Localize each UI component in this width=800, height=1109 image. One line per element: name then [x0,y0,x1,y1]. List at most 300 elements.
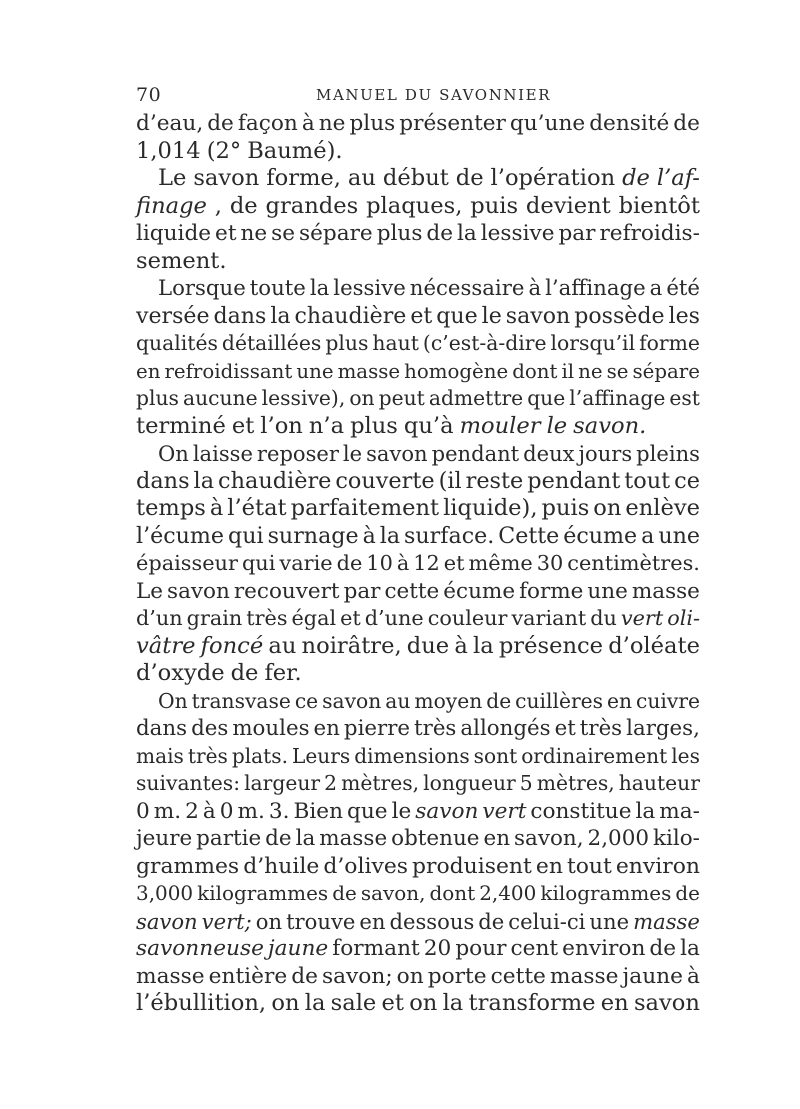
word: formant [332,936,420,961]
text-line [136,413,700,441]
text-line [136,110,700,138]
word: à [202,798,216,824]
word: ma- [659,798,700,824]
word: sépare [299,221,373,246]
word: d’huile [243,853,320,879]
word: savon [136,908,198,934]
word: trouve [286,908,356,934]
word: le [342,441,363,466]
word: épaisseur [136,551,238,575]
word: plus [136,386,179,410]
word: savon [505,303,571,329]
word: savon, [360,881,426,905]
text-line [136,468,700,496]
word: que [527,386,566,410]
text-line [136,660,700,688]
word: plats. [231,743,288,768]
word: l’écume [136,522,225,549]
word: porte [427,963,487,989]
word: puis [541,495,590,521]
word: début [382,165,449,191]
word: ce [294,688,319,713]
word: la [270,303,291,329]
word: dont [512,359,558,383]
word: finage [136,192,207,219]
word: et [443,551,465,575]
word: de [291,963,318,989]
word: environ [615,853,700,879]
page-header [136,84,700,110]
word: est [669,386,700,410]
word: à [528,276,542,301]
word: à [687,963,700,989]
word: cent [510,936,559,961]
word: 12 [413,551,440,575]
word: l’état [227,495,287,521]
word: dimensions [354,743,470,768]
word: nécessaire [409,276,525,301]
word: 1,014 [136,137,201,164]
word: à [396,551,410,575]
word: les [671,743,700,768]
word: liquide [136,221,212,246]
word: de [622,165,650,191]
word: dont [429,881,476,905]
page-number: 70 [136,84,162,106]
word: plus [350,412,398,439]
word: en [136,359,161,383]
word: plaques, [366,192,463,219]
word: ne [240,221,268,246]
word: au [347,165,376,191]
word: plus [349,111,396,136]
word: tout [624,467,671,494]
word: variant [511,606,587,630]
word: très [579,716,623,741]
word: en [313,716,340,741]
word: on [349,386,375,410]
word: d’oxyde [136,660,225,686]
word: la [680,936,700,961]
word: ordinairement [521,743,668,768]
word: d’oléate [608,632,700,659]
word: foncé [200,632,264,659]
word: oli- [667,606,700,630]
text-line [136,715,700,743]
word: recouvert [233,578,340,604]
word: l’affinage [545,276,646,301]
word: masse [136,963,205,989]
word: il [561,359,575,383]
word: suivantes: [136,771,241,795]
word: toute [249,276,306,301]
word: très [246,606,288,630]
word: enlève [625,495,700,521]
word: par [558,221,596,246]
text-line [136,303,700,331]
text-line [136,523,700,551]
word: masse [319,826,388,851]
text-line [136,440,700,468]
word: mètres, [341,771,420,795]
word: en [600,990,629,1016]
text-line [136,770,700,798]
text-line [136,248,700,276]
word: Leurs [292,743,351,768]
word: plus [376,221,423,246]
word: détaillées [221,331,322,355]
text-line [136,605,700,633]
word: Baumé). [247,137,343,164]
word: dans [213,303,267,329]
word: m. [237,798,265,824]
text-line [136,495,700,523]
word: de [230,660,259,686]
word: (2° [206,137,242,164]
word: homogène [404,359,509,383]
word: versée [136,303,210,329]
word: cette [384,578,440,604]
word: hauteur [618,771,700,795]
word: façon [237,111,298,136]
word: vert [620,606,664,630]
word: mètres, [536,771,615,795]
word: on [409,990,438,1016]
word: forme [639,331,700,355]
word: à [209,495,224,521]
word: que [436,303,478,329]
word: transvase [191,688,291,713]
word: On [158,441,189,466]
word: dessous [389,908,475,934]
word: en [607,688,633,713]
word: on [271,990,300,1016]
word: savon [366,441,428,466]
text-line [136,578,700,606]
body-text [136,110,700,1018]
word: mais [136,743,184,768]
word: couleur [427,606,508,630]
word: et [381,990,404,1016]
word: qui [228,522,264,549]
word: surface. [404,522,495,549]
word: qu’à [403,412,454,439]
word: 5 [519,771,533,795]
word: grammes [136,853,240,879]
word: On [158,688,188,713]
word: savon [193,165,260,191]
word: sale [330,990,377,1016]
text-line [136,908,700,936]
word: le [481,303,502,329]
word: laisse [192,441,253,466]
word: écume [563,522,638,549]
word: très [414,716,457,741]
word: tout [566,853,612,879]
word: pleins [636,441,700,466]
word: savon [322,688,382,713]
word: 3,000 [136,881,194,905]
word: très [187,743,228,768]
word: masse [633,908,700,934]
word: d’eau, [136,111,204,136]
word: de [426,221,453,246]
word: celui-ci [508,908,586,934]
word: une [587,578,628,604]
word: se [271,221,296,246]
word: kilo- [653,826,700,851]
word: 30 [536,551,564,575]
word: une [296,359,334,383]
word: qui [241,551,276,575]
word: longueur [423,771,516,795]
word: largeur [244,771,321,795]
word: de [332,881,357,905]
word: de [207,111,234,136]
word: en [483,826,511,851]
word: ne [578,359,603,383]
word: forme [519,578,584,604]
word: savon; [321,963,393,989]
word: parfaitement [290,495,440,521]
text-line [136,138,700,166]
word: Le [136,578,164,604]
word: 2 [324,771,338,795]
word: le [546,412,568,439]
word: dans [136,716,188,741]
word: et [340,606,361,630]
word: 2,400 [479,881,537,905]
word: qu’une [509,111,586,136]
word: ne [318,111,346,136]
word: chaudière [218,467,332,494]
word: pierre [343,716,411,741]
word: on [593,495,622,521]
word: de [336,551,363,575]
word: d’un [136,606,183,630]
word: que [347,798,388,824]
word: obtenue [391,826,480,851]
word: reposer [256,441,339,466]
word: 3. [268,798,290,824]
word: par [343,578,381,604]
word: 10 [366,551,393,575]
text-line [136,853,700,881]
word: la [442,990,464,1016]
word: et [410,303,433,329]
word: la [635,798,656,824]
word: l’ébullition, [136,990,267,1016]
word: masse [337,359,401,383]
word: de [675,881,700,905]
word: refroidissant [164,359,293,383]
word: en [535,853,563,879]
word: mouler [459,412,541,439]
word: refroidis- [599,221,700,246]
word: la [379,522,401,549]
word: allongés [460,716,551,741]
word: kilogrammes [540,881,672,905]
word: dans [136,467,190,494]
word: sépare [632,359,700,383]
text-line [136,358,700,386]
text-line [136,963,700,991]
word: forme, [266,165,341,191]
word: liquide), [443,495,538,521]
word: 2 [185,798,199,824]
word: de [486,688,512,713]
word: densité [589,111,670,136]
word: cuivre [636,688,700,713]
word: égal [291,606,337,630]
word: transforme [468,990,596,1016]
text-line [136,688,700,716]
word: noirâtre, [301,632,402,659]
word: savon [167,578,230,604]
word: admettre [428,386,524,410]
word: lessive), [261,386,346,410]
word: de [478,908,505,934]
word: la [295,826,316,851]
word: vâtre [136,632,196,659]
word: se [606,359,629,383]
word: des [191,716,229,741]
word: en [359,908,386,934]
word: savonneuse [136,936,264,961]
running-title: MANUEL DU SAVONNIER [316,86,552,104]
word: 20 [423,936,452,961]
text-line [136,880,700,908]
word: jaune [622,963,683,989]
word: , [214,192,222,219]
word: masse [549,963,619,989]
word: les [668,303,700,329]
word: larges, [626,716,700,741]
text-line [136,825,700,853]
word: de [673,111,700,136]
word: (c’est-à-dire [422,331,547,355]
word: de [265,826,292,851]
word: constitue [530,798,632,824]
word: l’on [260,412,303,439]
word: sement. [136,247,227,274]
word: lessive [333,276,406,301]
word: entière [208,963,288,989]
word: l’opération [490,165,616,191]
word: au [268,632,297,659]
word: la [456,221,477,246]
word: reste [465,467,524,494]
word: savon. [573,412,647,439]
word: de [649,936,677,961]
text-line [136,935,700,963]
word: varie [279,551,333,575]
word: terminé [136,412,226,439]
word: possède [574,303,665,329]
word: 2,000 [587,826,650,851]
text-line [136,275,700,303]
word: une [658,522,700,549]
word: pendant [431,441,520,466]
word: l’affinage [569,386,666,410]
word: savon [415,798,479,824]
word: Bien [293,798,344,824]
word: écume [443,578,516,604]
word: à [454,632,468,659]
word: aucune [182,386,258,410]
text-line [136,798,700,826]
word: peut [378,386,425,410]
word: vert; [201,908,252,934]
word: pendant [527,467,621,494]
word: on [255,908,283,934]
text-line [136,550,700,578]
word: vert [482,798,527,824]
word: ce [674,467,700,494]
word: présence [498,632,604,659]
word: surnage [267,522,359,549]
word: présenter [399,111,506,136]
word: Le [158,165,187,191]
word: moyen [414,688,483,713]
text-line [136,743,700,771]
word: n’a [308,412,345,439]
word: cuillères [515,688,604,713]
word: due [406,632,450,659]
word: devient [525,192,611,219]
word: à [362,522,376,549]
word: m. [153,798,182,824]
word: et [231,412,255,439]
word: deux [523,441,575,466]
word: (il [438,467,462,494]
word: Lorsque [158,276,246,301]
word: puis [470,192,519,219]
word: bientôt [618,192,700,219]
word: savon [633,990,700,1016]
text-line [136,633,700,661]
text-line [136,330,700,358]
text-line [136,220,700,248]
word: partie [196,826,262,851]
text-line [136,990,700,1018]
word: la [193,467,215,494]
word: et [554,716,576,741]
word: la [472,632,494,659]
word: environ [562,936,646,961]
text-line [136,193,700,221]
word: au [385,688,411,713]
word: d’une [364,606,424,630]
word: de [229,192,258,219]
word: on [396,963,424,989]
word: du [590,606,617,630]
word: grain [186,606,243,630]
word: 0 [136,798,150,824]
word: savon, [514,826,584,851]
word: moules [232,716,310,741]
word: lorsqu’il [550,331,636,355]
word: jeure [136,826,193,851]
word: lessive [480,221,555,246]
word: qualités [136,331,218,355]
word: cette [490,963,546,989]
word: la [309,276,330,301]
word: chaudière [294,303,407,329]
word: Cette [498,522,560,549]
word: été [666,276,700,301]
word: à [301,111,315,136]
